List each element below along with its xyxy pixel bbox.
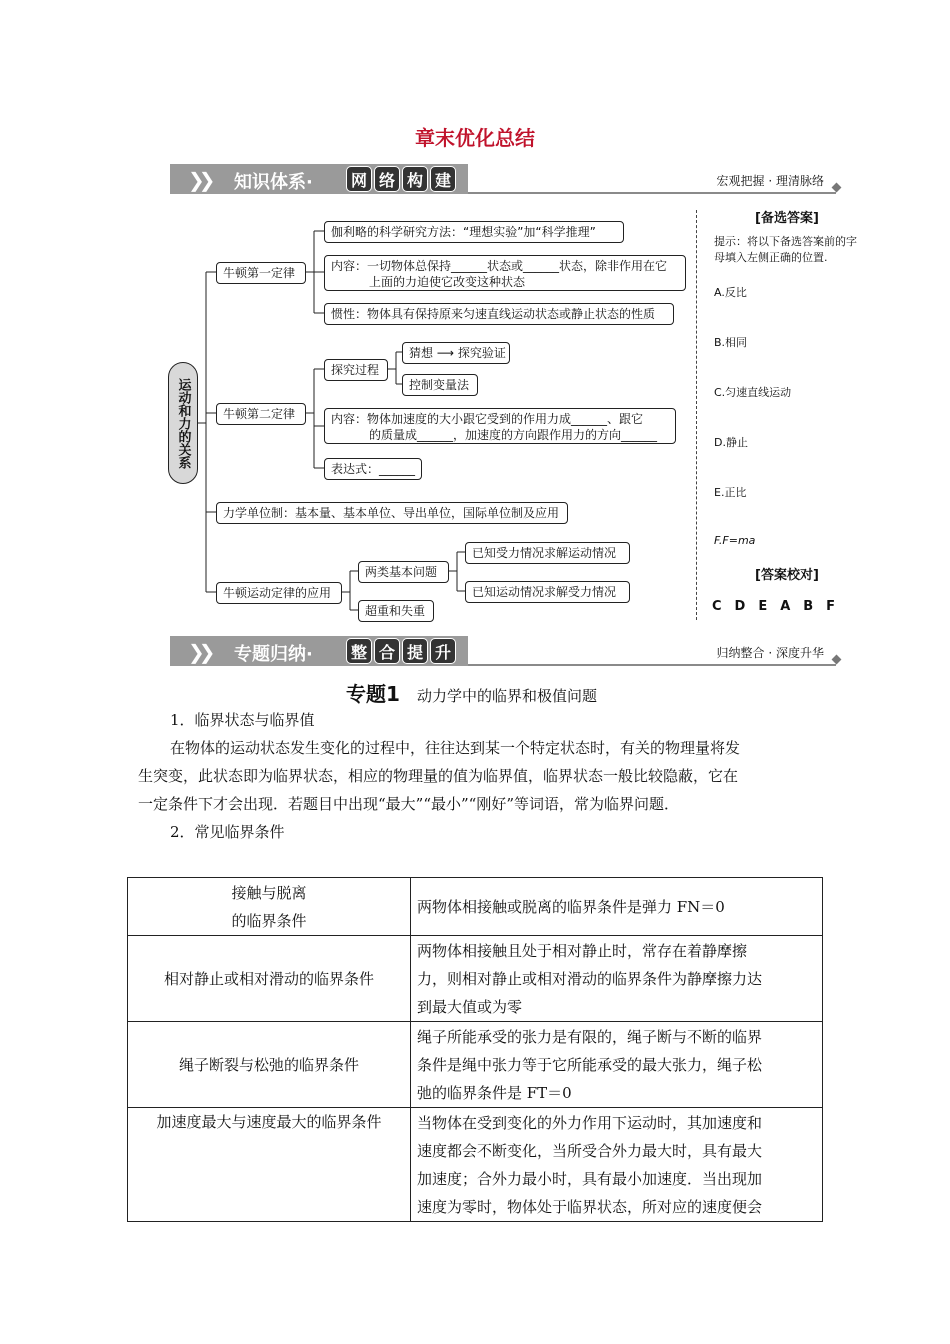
table-row (128, 878, 823, 936)
node-law2-content (324, 408, 676, 444)
section-heading: 1．临界状态与临界值 (170, 711, 315, 729)
banner-key: 建 (430, 166, 456, 192)
node-newton-second-law: 牛顿第二定律 (216, 403, 306, 425)
check-header: [答案校对] (755, 568, 819, 583)
body-line: 生突变，此状态即为临界状态，相应的物理量的值为临界值，临界状态一般比较隐蔽，它在 (138, 767, 739, 785)
law2-content-line: 内容：物体加速度的大小跟它受到的作用力成______、跟它 (331, 412, 644, 426)
node-overweight: 超重和失重 (358, 600, 434, 622)
answer-options (696, 284, 878, 560)
banner-key: 合 (374, 638, 400, 664)
node-law1-content (324, 255, 686, 291)
banner-subtitle: 归纳整合 · 深度升华 (716, 646, 824, 660)
law1-content-line: 内容：一切物体总保持______状态或______状态，除非作用在它 (331, 259, 668, 273)
table-cell-condition (128, 1022, 411, 1108)
cell-line: 绳子所能承受的张力是有限的，绳子断与不断的临界 (417, 1027, 763, 1046)
answer-option: F.F=ma (714, 534, 756, 547)
law1-content-line: 上面的力迫使它改变这种状态 (369, 275, 526, 289)
answer-option: B.相同 (714, 336, 748, 349)
banner-label: 知识体系· (234, 172, 313, 193)
answer-option: D.静止 (714, 436, 748, 449)
cell-line: 两物体相接触且处于相对静止时，常存在着静摩擦 (417, 941, 748, 960)
topic-label: 专题1 (346, 682, 400, 706)
diamond-icon (832, 183, 842, 193)
topic-heading (346, 678, 597, 707)
diamond-icon (832, 655, 842, 665)
root-node: 运动和力的关系 (168, 362, 198, 484)
cell-line: 条件是绳中张力等于它所能承受的最大张力，绳子松 (417, 1055, 763, 1074)
cell-line: 相对静止或相对滑动的临界条件 (163, 969, 374, 988)
banner-key: 整 (346, 638, 372, 664)
node-two-problems: 两类基本问题 (358, 561, 449, 583)
answer-option: C.匀速直线运动 (714, 386, 792, 399)
topic-title: 动力学中的临界和极值问题 (417, 687, 598, 705)
node-motion-to-force: 已知运动情况求解受力情况 (465, 581, 630, 603)
answers-hint (696, 234, 878, 266)
cell-line: 到最大值或为零 (417, 997, 523, 1016)
answer-option: A.反比 (714, 286, 747, 299)
banner-key: 提 (402, 638, 428, 664)
table-cell-description (411, 936, 823, 1022)
banner-key: 升 (430, 638, 456, 664)
cell-line: 加速度最大与速度最大的临界条件 (156, 1113, 382, 1131)
cell-line: 接触与脱离 (231, 883, 307, 902)
cell-line: 速度为零时，物体处于临界状态，所对应的速度便会 (417, 1197, 763, 1216)
cell-line: 的临界条件 (231, 911, 307, 930)
table-row (128, 936, 823, 1022)
table-cell-condition (128, 878, 411, 936)
node-unit-system: 力学单位制：基本量、基本单位、导出单位，国际单位制及应用 (216, 502, 568, 524)
node-expression: 表达式：______ (324, 458, 422, 480)
node-explore-process: 探究过程 (324, 359, 388, 381)
node-guess-verify: 猜想 ⟶ 探究验证 (402, 342, 510, 364)
banner-rule (468, 664, 836, 666)
body-line: 在物体的运动状态发生变化的过程中，往往达到某一个特定状态时，有关的物理量将发 (170, 739, 741, 757)
answer-check: C D E A B F (712, 599, 836, 614)
hint-line: 提示：将以下备选答案前的字 (714, 235, 857, 248)
page-title: 章末优化总结 (415, 126, 535, 150)
banner-label: 专题归纳· (234, 644, 313, 665)
table-cell-condition (128, 1108, 411, 1222)
cell-line: 绳子断裂与松弛的临界条件 (178, 1055, 359, 1074)
cell-line: 两物体相接触或脱离的临界条件是弹力 FN＝0 (417, 897, 725, 916)
table-cell-description (411, 1108, 823, 1222)
banner-key: 络 (374, 166, 400, 192)
section-body (138, 734, 838, 818)
cell-line: 弛的临界条件是 FT＝0 (417, 1083, 572, 1102)
node-newton-first-law: 牛顿第一定律 (216, 262, 306, 284)
table-cell-description (411, 878, 823, 936)
answer-option: E.正比 (714, 486, 747, 499)
node-force-to-motion: 已知受力情况求解运动情况 (465, 542, 630, 564)
section-banner-topics (170, 636, 842, 666)
node-galileo-method: 伽利略的科学研究方法：“理想实验”加“科学推理” (324, 221, 624, 243)
double-chevron-icon: ❯❯ (188, 168, 210, 192)
answers-panel (696, 207, 878, 614)
table-row (128, 1108, 823, 1222)
law2-content-line: 的质量成______，加速度的方向跟作用力的方向______ (369, 428, 658, 442)
node-control-variable: 控制变量法 (402, 374, 478, 396)
node-inertia: 惯性：物体具有保持原来匀速直线运动状态或静止状态的性质 (324, 303, 674, 325)
table-row (128, 1022, 823, 1108)
cell-line: 速度都会不断变化，当所受合外力最大时，具有最大 (417, 1141, 763, 1160)
cell-line: 加速度；合外力最小时，具有最小加速度．当出现加 (417, 1169, 763, 1188)
body-line: 一定条件下才会出现．若题目中出现“最大”“最小”“刚好”等词语，常为临界问题． (138, 795, 680, 813)
answers-header: [备选答案] (755, 211, 819, 226)
table-cell-description (411, 1022, 823, 1108)
banner-key: 网 (346, 166, 372, 192)
section-heading: 2．常见临界条件 (170, 823, 285, 841)
cell-line: 当物体在受到变化的外力作用下运动时，其加速度和 (417, 1113, 763, 1132)
critical-conditions-table (127, 877, 823, 1222)
banner-subtitle: 宏观把握 · 理清脉络 (716, 174, 824, 188)
hint-line: 母填入左侧正确的位置. (714, 251, 828, 264)
banner-keys (346, 638, 456, 664)
banner-key: 构 (402, 166, 428, 192)
node-law-application: 牛顿运动定律的应用 (216, 582, 342, 604)
table-cell-condition (128, 936, 411, 1022)
double-chevron-icon: ❯❯ (188, 640, 210, 664)
cell-line: 力，则相对静止或相对滑动的临界条件为静摩擦力达 (417, 969, 763, 988)
